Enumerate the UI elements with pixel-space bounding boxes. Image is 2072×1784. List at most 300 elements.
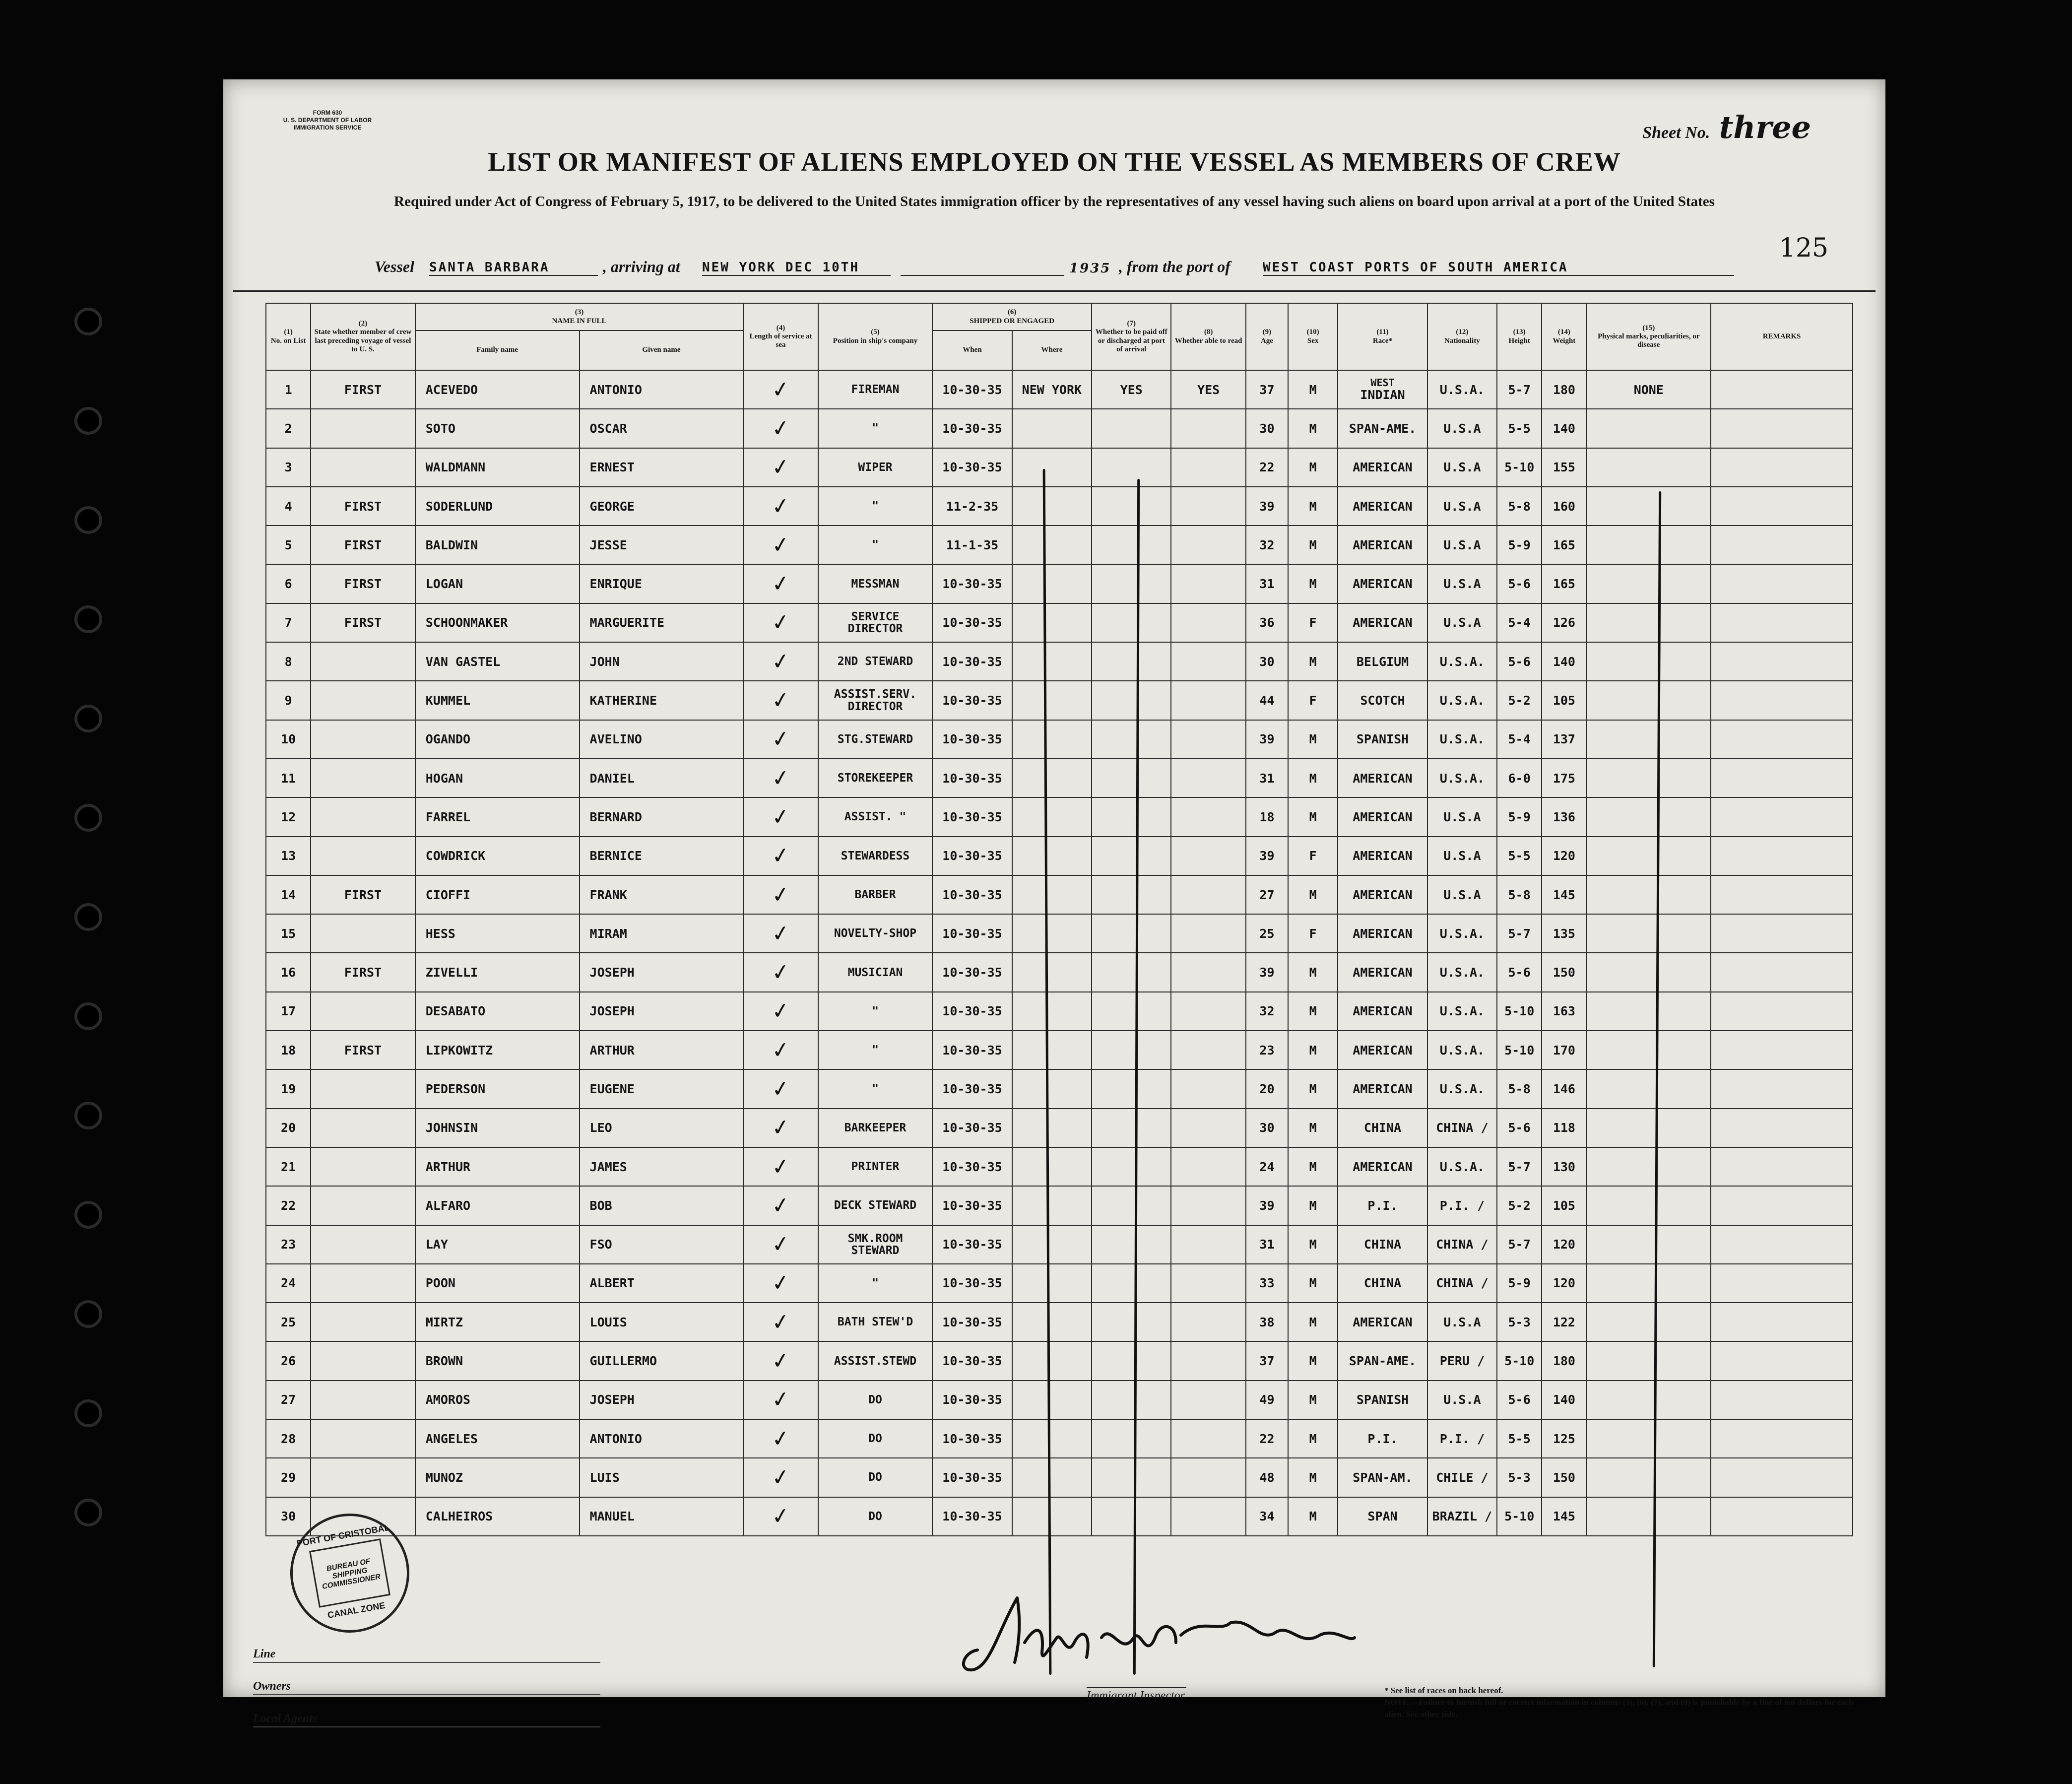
weight-cell: 105 [1542,1186,1586,1225]
age-cell: 39 [1246,720,1288,759]
row-number: 12 [266,797,311,836]
position-cell: DO [818,1419,933,1458]
shipped-when-cell: 10-30-35 [932,1381,1012,1419]
height-cell: 5-3 [1497,1458,1542,1497]
service-check [743,837,818,875]
sex-cell: M [1288,1341,1338,1380]
row-number: 1 [266,370,311,409]
weight-cell: 120 [1542,1264,1586,1303]
paid-off-cell [1092,1303,1171,1341]
sex-cell: F [1288,914,1338,953]
able-to-read-cell: YES [1171,370,1245,409]
family-name-cell: SODERLUND [415,487,580,526]
height-cell: 5-5 [1497,409,1542,448]
able-to-read-cell [1171,953,1245,991]
table-row [266,526,1853,564]
physical-marks-cell [1587,526,1711,564]
shipped-when-cell: 10-30-35 [932,875,1012,914]
row-number: 14 [266,875,311,914]
height-cell: 5-7 [1497,1225,1542,1264]
voyage-cell: FIRST [311,603,415,642]
shipped-when-cell: 10-30-35 [932,409,1012,448]
punch-hole [74,1300,102,1328]
shipped-when-cell: 10-30-35 [932,603,1012,642]
punch-hole [74,605,102,633]
family-name-cell: BROWN [415,1341,580,1380]
height-cell: 5-2 [1497,681,1542,720]
col-read-header: (8) Whether able to read [1171,303,1245,370]
remarks-cell [1711,992,1853,1031]
service-check [743,1381,818,1419]
sex-cell: M [1288,875,1338,914]
sex-cell: M [1288,1069,1338,1108]
remarks-cell [1711,1147,1853,1186]
service-check [743,720,818,759]
height-cell: 5-10 [1497,1497,1542,1536]
nationality-cell: U.S.A [1427,1381,1497,1419]
shipped-when-cell: 10-30-35 [932,370,1012,409]
sex-cell: M [1288,1419,1338,1458]
weight-cell: 175 [1542,759,1586,797]
row-number: 21 [266,1147,311,1186]
remarks-cell [1711,759,1853,797]
service-check [743,1031,818,1069]
race-cell: AMERICAN [1338,797,1427,836]
row-number: 9 [266,681,311,720]
paid-off-cell: YES [1092,370,1171,409]
paid-off-cell [1092,953,1171,991]
physical-marks-cell [1587,1419,1711,1458]
race-cell: CHINA [1338,1109,1427,1147]
shipped-when-cell: 10-30-35 [932,837,1012,875]
shipped-when-cell: 10-30-35 [932,720,1012,759]
sheet-number-label: Sheet No. [1642,124,1710,142]
age-cell: 37 [1246,370,1288,409]
family-name-cell: KUMMEL [415,681,580,720]
check-mark-icon: ✓ [770,1386,792,1414]
height-cell: 5-6 [1497,953,1542,991]
race-cell: SPAN-AME. [1338,1341,1427,1380]
table-row [266,1264,1853,1303]
family-name-cell: SOTO [415,409,580,448]
sex-cell: M [1288,953,1338,991]
physical-marks-cell: NONE [1587,370,1711,409]
given-name-cell: LOUIS [580,1303,744,1341]
position-cell: " [818,409,933,448]
remarks-cell [1711,603,1853,642]
shipped-where-cell [1012,759,1092,797]
shipped-when-cell: 10-30-35 [932,1109,1012,1147]
given-name-cell: DANIEL [580,759,744,797]
sex-cell: M [1288,1109,1338,1147]
given-name-cell: ENRIQUE [580,564,744,603]
shipped-when-cell: 10-30-35 [932,797,1012,836]
check-mark-icon: ✓ [770,453,792,481]
header-divider [233,290,1876,292]
check-mark-icon: ✓ [770,725,792,753]
seal-top-text: PORT OF CRISTOBAL [296,1522,390,1549]
race-cell: CHINA [1338,1225,1427,1264]
physical-marks-cell [1587,1069,1711,1108]
able-to-read-cell [1171,603,1245,642]
paid-off-cell [1092,1031,1171,1069]
service-check [743,992,818,1031]
table-row [266,642,1853,681]
paid-off-cell [1092,1381,1171,1419]
shipped-when-cell: 10-30-35 [932,1186,1012,1225]
service-check [743,875,818,914]
height-cell: 5-8 [1497,487,1542,526]
shipped-where-cell [1012,720,1092,759]
position-cell: DO [818,1381,933,1419]
able-to-read-cell [1171,1303,1245,1341]
family-name-cell: CALHEIROS [415,1497,580,1536]
shipped-where-cell [1012,837,1092,875]
service-check [743,681,818,720]
nationality-cell: CHINA / [1427,1264,1497,1303]
row-number: 2 [266,409,311,448]
table-row [266,1031,1853,1069]
service-check [743,1186,818,1225]
race-cell: AMERICAN [1338,914,1427,953]
check-mark-icon: ✓ [770,920,792,948]
service-check [743,759,818,797]
service-check [743,1109,818,1147]
table-row [266,370,1853,409]
sheet-number-value: three [1719,109,1811,145]
age-cell: 18 [1246,797,1288,836]
punch-hole [74,1002,102,1030]
check-mark-icon: ✓ [770,1191,792,1220]
weight-cell: 140 [1542,1381,1586,1419]
able-to-read-cell [1171,1458,1245,1497]
inspector-signature [943,1588,1439,1677]
col-voyage-header: (2) State whether member of crew last preceding voyage of vessel to U. S. [311,303,415,370]
shipped-where-cell [1012,526,1092,564]
family-name-cell: LAY [415,1225,580,1264]
position-cell: " [818,1031,933,1069]
col-paidoff-header: (7) Whether to be paid off or discharged at port of arrival [1092,303,1171,370]
given-name-cell: MIRAM [580,914,744,953]
weight-cell: 137 [1542,720,1586,759]
nationality-cell: U.S.A [1427,487,1497,526]
from-port-value: WEST COAST PORTS OF SOUTH AMERICA [1263,260,1734,276]
given-name-cell: FRANK [580,875,744,914]
age-cell: 30 [1246,409,1288,448]
shipped-when-cell: 11-1-35 [932,526,1012,564]
footer-fields [253,1648,600,1744]
check-mark-icon: ✓ [770,881,792,909]
height-cell: 5-6 [1497,1381,1542,1419]
nationality-cell: U.S.A [1427,837,1497,875]
given-name-cell: KATHERINE [580,681,744,720]
inspector-label: Immigrant Inspector. [1087,1687,1186,1703]
shipped-where-cell [1012,1031,1092,1069]
position-cell: " [818,526,933,564]
check-mark-icon: ✓ [770,414,792,443]
height-cell: 5-2 [1497,1186,1542,1225]
nationality-cell: U.S.A. [1427,759,1497,797]
position-cell: " [818,1069,933,1108]
row-number: 3 [266,448,311,487]
position-cell: STEWARDESS [818,837,933,875]
check-mark-icon: ✓ [770,1347,792,1375]
race-cell: BELGIUM [1338,642,1427,681]
service-check [743,914,818,953]
able-to-read-cell [1171,526,1245,564]
sex-cell: M [1288,1031,1338,1069]
row-number: 4 [266,487,311,526]
shipped-when-cell: 10-30-35 [932,1147,1012,1186]
remarks-cell [1711,1225,1853,1264]
family-name-cell: VAN GASTEL [415,642,580,681]
voyage-cell [311,720,415,759]
shipped-when-cell: 10-30-35 [932,1264,1012,1303]
family-name-cell: JOHNSIN [415,1109,580,1147]
physical-marks-cell [1587,448,1711,487]
remarks-cell [1711,914,1853,953]
table-row [266,1381,1853,1419]
race-cell: AMERICAN [1338,564,1427,603]
sex-cell: M [1288,992,1338,1031]
table-row [266,1109,1853,1147]
nationality-cell: CHINA / [1427,1225,1497,1264]
height-cell: 5-10 [1497,1341,1542,1380]
shipped-where-cell [1012,1419,1092,1458]
row-number: 8 [266,642,311,681]
check-mark-icon: ✓ [770,609,792,637]
row-number: 26 [266,1341,311,1380]
able-to-read-cell [1171,1147,1245,1186]
col-name-header: (3) NAME IN FULL [415,303,744,330]
check-mark-icon: ✓ [770,1036,792,1064]
family-name-cell: PEDERSON [415,1069,580,1108]
remarks-cell [1711,642,1853,681]
paid-off-cell [1092,1186,1171,1225]
table-row [266,1419,1853,1458]
physical-marks-cell [1587,409,1711,448]
col-family-name-header: Family name [415,330,580,370]
race-cell: AMERICAN [1338,1069,1427,1108]
check-mark-icon: ✓ [770,997,792,1025]
given-name-cell: BERNICE [580,837,744,875]
nationality-cell: P.I. / [1427,1186,1497,1225]
age-cell: 39 [1246,487,1288,526]
weight-cell: 122 [1542,1303,1586,1341]
weight-cell: 180 [1542,370,1586,409]
shipped-where-cell [1012,409,1092,448]
position-cell: DECK STEWARD [818,1186,933,1225]
family-name-cell: LIPKOWITZ [415,1031,580,1069]
height-cell: 5-10 [1497,448,1542,487]
nationality-cell: U.S.A. [1427,370,1497,409]
check-mark-icon: ✓ [770,803,792,831]
given-name-cell: MANUEL [580,1497,744,1536]
sex-cell: M [1288,448,1338,487]
given-name-cell: MARGUERITE [580,603,744,642]
check-mark-icon: ✓ [770,648,792,676]
able-to-read-cell [1171,409,1245,448]
shipped-where-cell [1012,487,1092,526]
row-number: 11 [266,759,311,797]
row-number: 30 [266,1497,311,1536]
able-to-read-cell [1171,1186,1245,1225]
sex-cell: M [1288,1186,1338,1225]
service-check [743,1497,818,1536]
age-cell: 32 [1246,526,1288,564]
col-marks-header: (15) Physical marks, peculiarities, or disease [1587,303,1711,370]
shipped-when-cell: 10-30-35 [932,448,1012,487]
check-mark-icon: ✓ [770,1230,792,1258]
given-name-cell: BOB [580,1186,744,1225]
able-to-read-cell [1171,992,1245,1031]
service-check [743,409,818,448]
nationality-cell: U.S.A. [1427,953,1497,991]
sex-cell: M [1288,1147,1338,1186]
form-header [263,109,392,132]
service-check [743,642,818,681]
col-when-header: When [932,330,1012,370]
family-name-cell: DESABATO [415,992,580,1031]
row-number: 29 [266,1458,311,1497]
family-name-cell: FARREL [415,797,580,836]
physical-marks-cell [1587,487,1711,526]
voyage-cell [311,1109,415,1147]
physical-marks-cell [1587,797,1711,836]
physical-marks-cell [1587,681,1711,720]
weight-cell: 165 [1542,526,1586,564]
position-cell: BATH STEW'D [818,1303,933,1341]
nationality-cell: U.S.A. [1427,1069,1497,1108]
age-cell: 39 [1246,837,1288,875]
height-cell: 5-4 [1497,603,1542,642]
punch-hole [74,407,102,435]
col-position-header: (5) Position in ship's company [818,303,933,370]
paid-off-cell [1092,797,1171,836]
check-mark-icon: ✓ [770,686,792,715]
voyage-cell [311,992,415,1031]
shipped-where-cell [1012,1109,1092,1147]
voyage-cell [311,837,415,875]
nationality-cell: U.S.A. [1427,681,1497,720]
position-cell: " [818,992,933,1031]
age-cell: 25 [1246,914,1288,953]
able-to-read-cell [1171,1069,1245,1108]
physical-marks-cell [1587,564,1711,603]
check-mark-icon: ✓ [770,1269,792,1297]
sex-cell: M [1288,1264,1338,1303]
given-name-cell: GUILLERMO [580,1341,744,1380]
table-row [266,1147,1853,1186]
sex-cell: M [1288,1381,1338,1419]
race-cell: AMERICAN [1338,1031,1427,1069]
remarks-cell [1711,837,1853,875]
family-name-cell: MUNOZ [415,1458,580,1497]
family-name-cell: ARTHUR [415,1147,580,1186]
weight-cell: 120 [1542,1225,1586,1264]
physical-marks-cell [1587,603,1711,642]
vessel-name: SANTA BARBARA [429,260,598,276]
voyage-cell [311,797,415,836]
remarks-cell [1711,681,1853,720]
given-name-cell: LEO [580,1109,744,1147]
able-to-read-cell [1171,487,1245,526]
family-name-cell: ZIVELLI [415,953,580,991]
physical-marks-cell [1587,1381,1711,1419]
nationality-cell: U.S.A [1427,526,1497,564]
col-remarks-header: REMARKS [1711,303,1853,370]
table-row [266,1303,1853,1341]
shipped-when-cell: 10-30-35 [932,1341,1012,1380]
race-cell: AMERICAN [1338,953,1427,991]
vessel-line [375,251,1863,278]
given-name-cell: JOHN [580,642,744,681]
race-cell: P.I. [1338,1186,1427,1225]
col-service-header: (4) Length of service at sea [743,303,818,370]
age-cell: 22 [1246,1419,1288,1458]
able-to-read-cell [1171,1419,1245,1458]
paid-off-cell [1092,642,1171,681]
paid-off-cell [1092,603,1171,642]
voyage-cell [311,1381,415,1419]
check-mark-icon: ✓ [770,764,792,792]
family-name-cell: OGANDO [415,720,580,759]
sex-cell: F [1288,681,1338,720]
height-cell: 5-9 [1497,1264,1542,1303]
age-cell: 20 [1246,1069,1288,1108]
shipped-where-cell [1012,1186,1092,1225]
physical-marks-cell [1587,875,1711,914]
paid-off-cell [1092,409,1171,448]
vessel-label: Vessel [375,258,414,275]
given-name-cell: JOSEPH [580,992,744,1031]
remarks-cell [1711,797,1853,836]
race-cell: AMERICAN [1338,448,1427,487]
voyage-cell [311,1419,415,1458]
height-cell: 5-8 [1497,875,1542,914]
age-cell: 27 [1246,875,1288,914]
remarks-cell [1711,1264,1853,1303]
punch-hole [74,1102,102,1129]
sex-cell: M [1288,797,1338,836]
shipped-where-cell [1012,603,1092,642]
paid-off-cell [1092,1225,1171,1264]
col-race-header: (11) Race* [1338,303,1427,370]
col-nationality-header: (12) Nationality [1427,303,1497,370]
check-mark-icon: ✓ [770,376,792,403]
check-mark-icon: ✓ [770,570,792,598]
position-cell: SMK.ROOM STEWARD [818,1225,933,1264]
race-cell: AMERICAN [1338,759,1427,797]
shipped-where-cell [1012,992,1092,1031]
service-name: IMMIGRATION SERVICE [293,124,362,131]
race-cell: SPANISH [1338,720,1427,759]
voyage-cell [311,1458,415,1497]
position-cell: MESSMAN [818,564,933,603]
weight-cell: 135 [1542,914,1586,953]
shipped-where-cell [1012,1264,1092,1303]
nationality-cell: PERU / [1427,1341,1497,1380]
height-cell: 5-7 [1497,370,1542,409]
shipped-where-cell [1012,1341,1092,1380]
col-age-header: (9) Age [1246,303,1288,370]
position-cell: " [818,1264,933,1303]
shipped-where-cell [1012,1381,1092,1419]
remarks-cell [1711,526,1853,564]
punch-hole [74,804,102,832]
shipped-when-cell: 10-30-35 [932,1419,1012,1458]
family-name-cell: WALDMANN [415,448,580,487]
